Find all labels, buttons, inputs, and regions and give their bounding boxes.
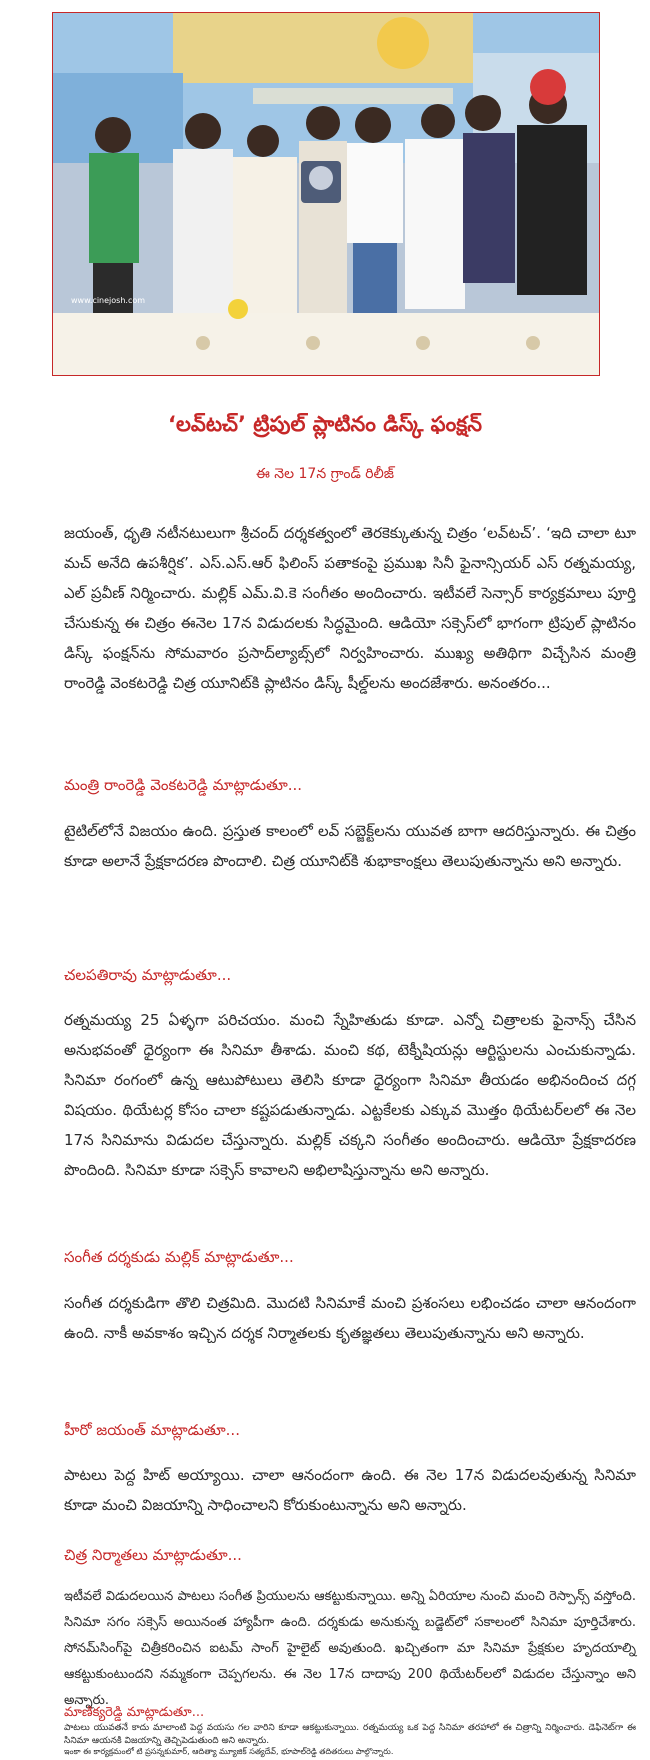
speaker-heading: హీరో జయంత్‌ మాట్లాడుతూ... xyxy=(64,1421,240,1439)
speaker-heading: మాణిక్యరెడ్డి మాట్లాడుతూ... xyxy=(64,1705,205,1720)
event-photo xyxy=(52,12,600,376)
section-paragraph: పాటలు పెద్ద హిట్‌ అయ్యాయి. చాలా ఆనందంగా ఉంది. ఈ నెల 17న విడుదలవుతున్న సినిమా కూడా మంచి విజయాన్ని సాధించాలని కోరుకుంటున్నాను అని అన్నారు. xyxy=(64,1466,636,1514)
speaker-heading: మంత్రి రాంరెడ్డి వెంకటరెడ్డి మాట్లాడుతూ... xyxy=(64,776,303,794)
speaker-heading: సంగీత దర్శకుడు మల్లిక్‌ మాట్లాడుతూ... xyxy=(64,1248,294,1266)
speaker-heading: చలపతిరావు మాట్లాడుతూ... xyxy=(64,966,232,984)
section-paragraph: రత్నమయ్య 25 ఏళ్ళగా పరిచయం. మంచి స్నేహితుడు కూడా. ఎన్నో చిత్రాలకు ఫైనాన్స్‌ చేసిన అనుభవంతో ధైర్యంగా ఈ సినిమా తీశాడు. మంచి కథ, టెక్నీషియన్లు ఆర్టిస్టులను ఎంచుకున్నాడు. సినిమా రంగంలో ఉన్న ఆటుపోటులు తెలిసి కూడా ధైర్యంగా సినిమా తీయడం అభినందించ దగ్గ విషయం. థియేటర్ల కోసం చాలా కష్టపడుతున్నాడు. ఎట్టకేలకు ఎక్కువ మొత్తం థియేటర్‌లలో ఈ నెల 17న సినిమాను విడుదల చేస్తున్నారు. మల్లిక్‌ చక్కని సంగీతం అందించారు. ఆడియో ప్రేక్షకాదరణ పొందింది. సినిమా కూడా సక్సెస్‌ కావాలని అభిలాషిస్తున్నాను అని అన్నారు. xyxy=(64,1011,636,1179)
photo-watermark: www.cinejosh.com xyxy=(71,296,146,305)
article-headline: ‘లవ్‌టచ్‌’ ట్రిపుల్‌ ప్లాటినం డిస్క్‌ ఫంక్షన్‌ xyxy=(168,412,482,436)
event-photo-illustration xyxy=(53,13,599,375)
intro-paragraph: జయంత్‌, ధృతి నటీనటులుగా శ్రీచంద్‌ దర్శకత్వంలో తెరకెక్కుతున్న చిత్రం ‘లవ్‌టచ్‌’. ‘ఇది చాలా టూ మచ్‌ అనేది ఉపశీర్షిక’. ఎస్‌.ఎస్‌.ఆర్‌ ఫిలింస్‌ పతాకంపై ప్రముఖ సినీ ఫైనాన్సియర్‌ ఎస్‌ రత్నమయ్య, ఎల్‌ ప్రవీణ్‌ నిర్మించారు. మల్లిక్‌ ఎమ్‌.వి.కె సంగీతం అందించారు. ఇటీవలే సెన్సార్‌ కార్యక్రమాలు పూర్తి చేసుకున్న ఈ చిత్రం ఈనెల 17న విడుదలకు సిద్ధమైంది. ఆడియో సక్సెస్‌లో భాగంగా ట్రిపుల్‌ ప్లాటినం డిస్క్‌ ఫంక్షన్‌ను సోమవారం ప్రసాద్‌ల్యాబ్స్‌లో నిర్వహించారు. ముఖ్య అతిథిగా విచ్చేసిన మంత్రి రాంరెడ్డి వెంకటరెడ్డి చిత్ర యూనిట్‌కి ప్లాటినం డిస్క్‌ షీల్డ్‌లను అందజేశారు. అనంతరం... xyxy=(64,524,636,692)
section-paragraph: సంగీత దర్శకుడిగా తొలి చిత్రమిది. మొదటి సినిమాకే మంచి ప్రశంసలు లభించడం చాలా ఆనందంగా ఉంది. నాకీ అవకాశం ఇచ్చిన దర్శక నిర్మాతలకు కృతజ్ఞతలు తెలుపుతున్నాను అని అన్నారు. xyxy=(64,1294,636,1342)
section-paragraph: టైటిల్‌లోనే విజయం ఉంది. ప్రస్తుత కాలంలో లవ్‌ సబ్జెక్ట్‌లను యువత బాగా ఆదరిస్తున్నారు. ఈ చిత్రం కూడా అలానే ప్రేక్షకాదరణ పొందాలి. చిత్ర యూనిట్‌కి శుభాకాంక్షలు తెలుపుతున్నాను అని అన్నారు. xyxy=(64,822,636,870)
speaker-heading: చిత్ర నిర్మాతలు మాట్లాడుతూ... xyxy=(64,1546,242,1564)
article-subhead: ఈ నెల 17న గ్రాండ్‌ రిలీజ్‌ xyxy=(255,466,395,482)
section-paragraph: ఇటీవలే విడుదలయిన పాటలు సంగీత ప్రియులను ఆకట్టుకున్నాయి. అన్ని ఏరియాల నుంచి మంచి రెస్పాన్స్‌ వస్తోంది. సినిమా సగం సక్సెస్‌ అయినంత హ్యాపీగా ఉంది. దర్శకుడు అనుకున్న బడ్జెట్‌లో సకాలంలో సినిమా పూర్తిచేశారు. సోనమ్‌సింగ్‌పై చిత్రీకరించిన ఐటమ్‌ సాంగ్‌ హైలైట్‌ అవుతుంది. ఖచ్చితంగా మా సినిమా ప్రేక్షకుల హృదయాల్ని ఆకట్టుకుంటుందని నమ్మకంగా చెప్పగలను. ఈ నెల 17న దాదాపు 200 థియేటర్‌లలో విడుదల చేస్తున్నాం అని అన్నారు. xyxy=(64,1589,636,1708)
section-paragraph: పాటలు యువతనే కాదు మాలాంటి పెద్ద వయసు గల వారిని కూడా ఆకట్టుకున్నాయి. రత్నమయ్య ఒక పెద్ద సినిమా తరహాలో ఈ చిత్రాన్ని నిర్మించారు. డెఫినెట్‌గా ఈ సినిమా ఆయనకి విజయాన్ని తెచ్చిపెడుతుంది అని అన్నారు. xyxy=(64,1723,636,1746)
closing-paragraph: ఇంకా ఈ కార్యక్రమంలో టి ప్రసన్నకుమార్‌, ఆదిత్యా మ్యూజిక్‌ సత్యదేవ్‌, భూపాల్‌రెడ్డి తదితరులు పాల్గొన్నారు. xyxy=(64,1747,394,1756)
